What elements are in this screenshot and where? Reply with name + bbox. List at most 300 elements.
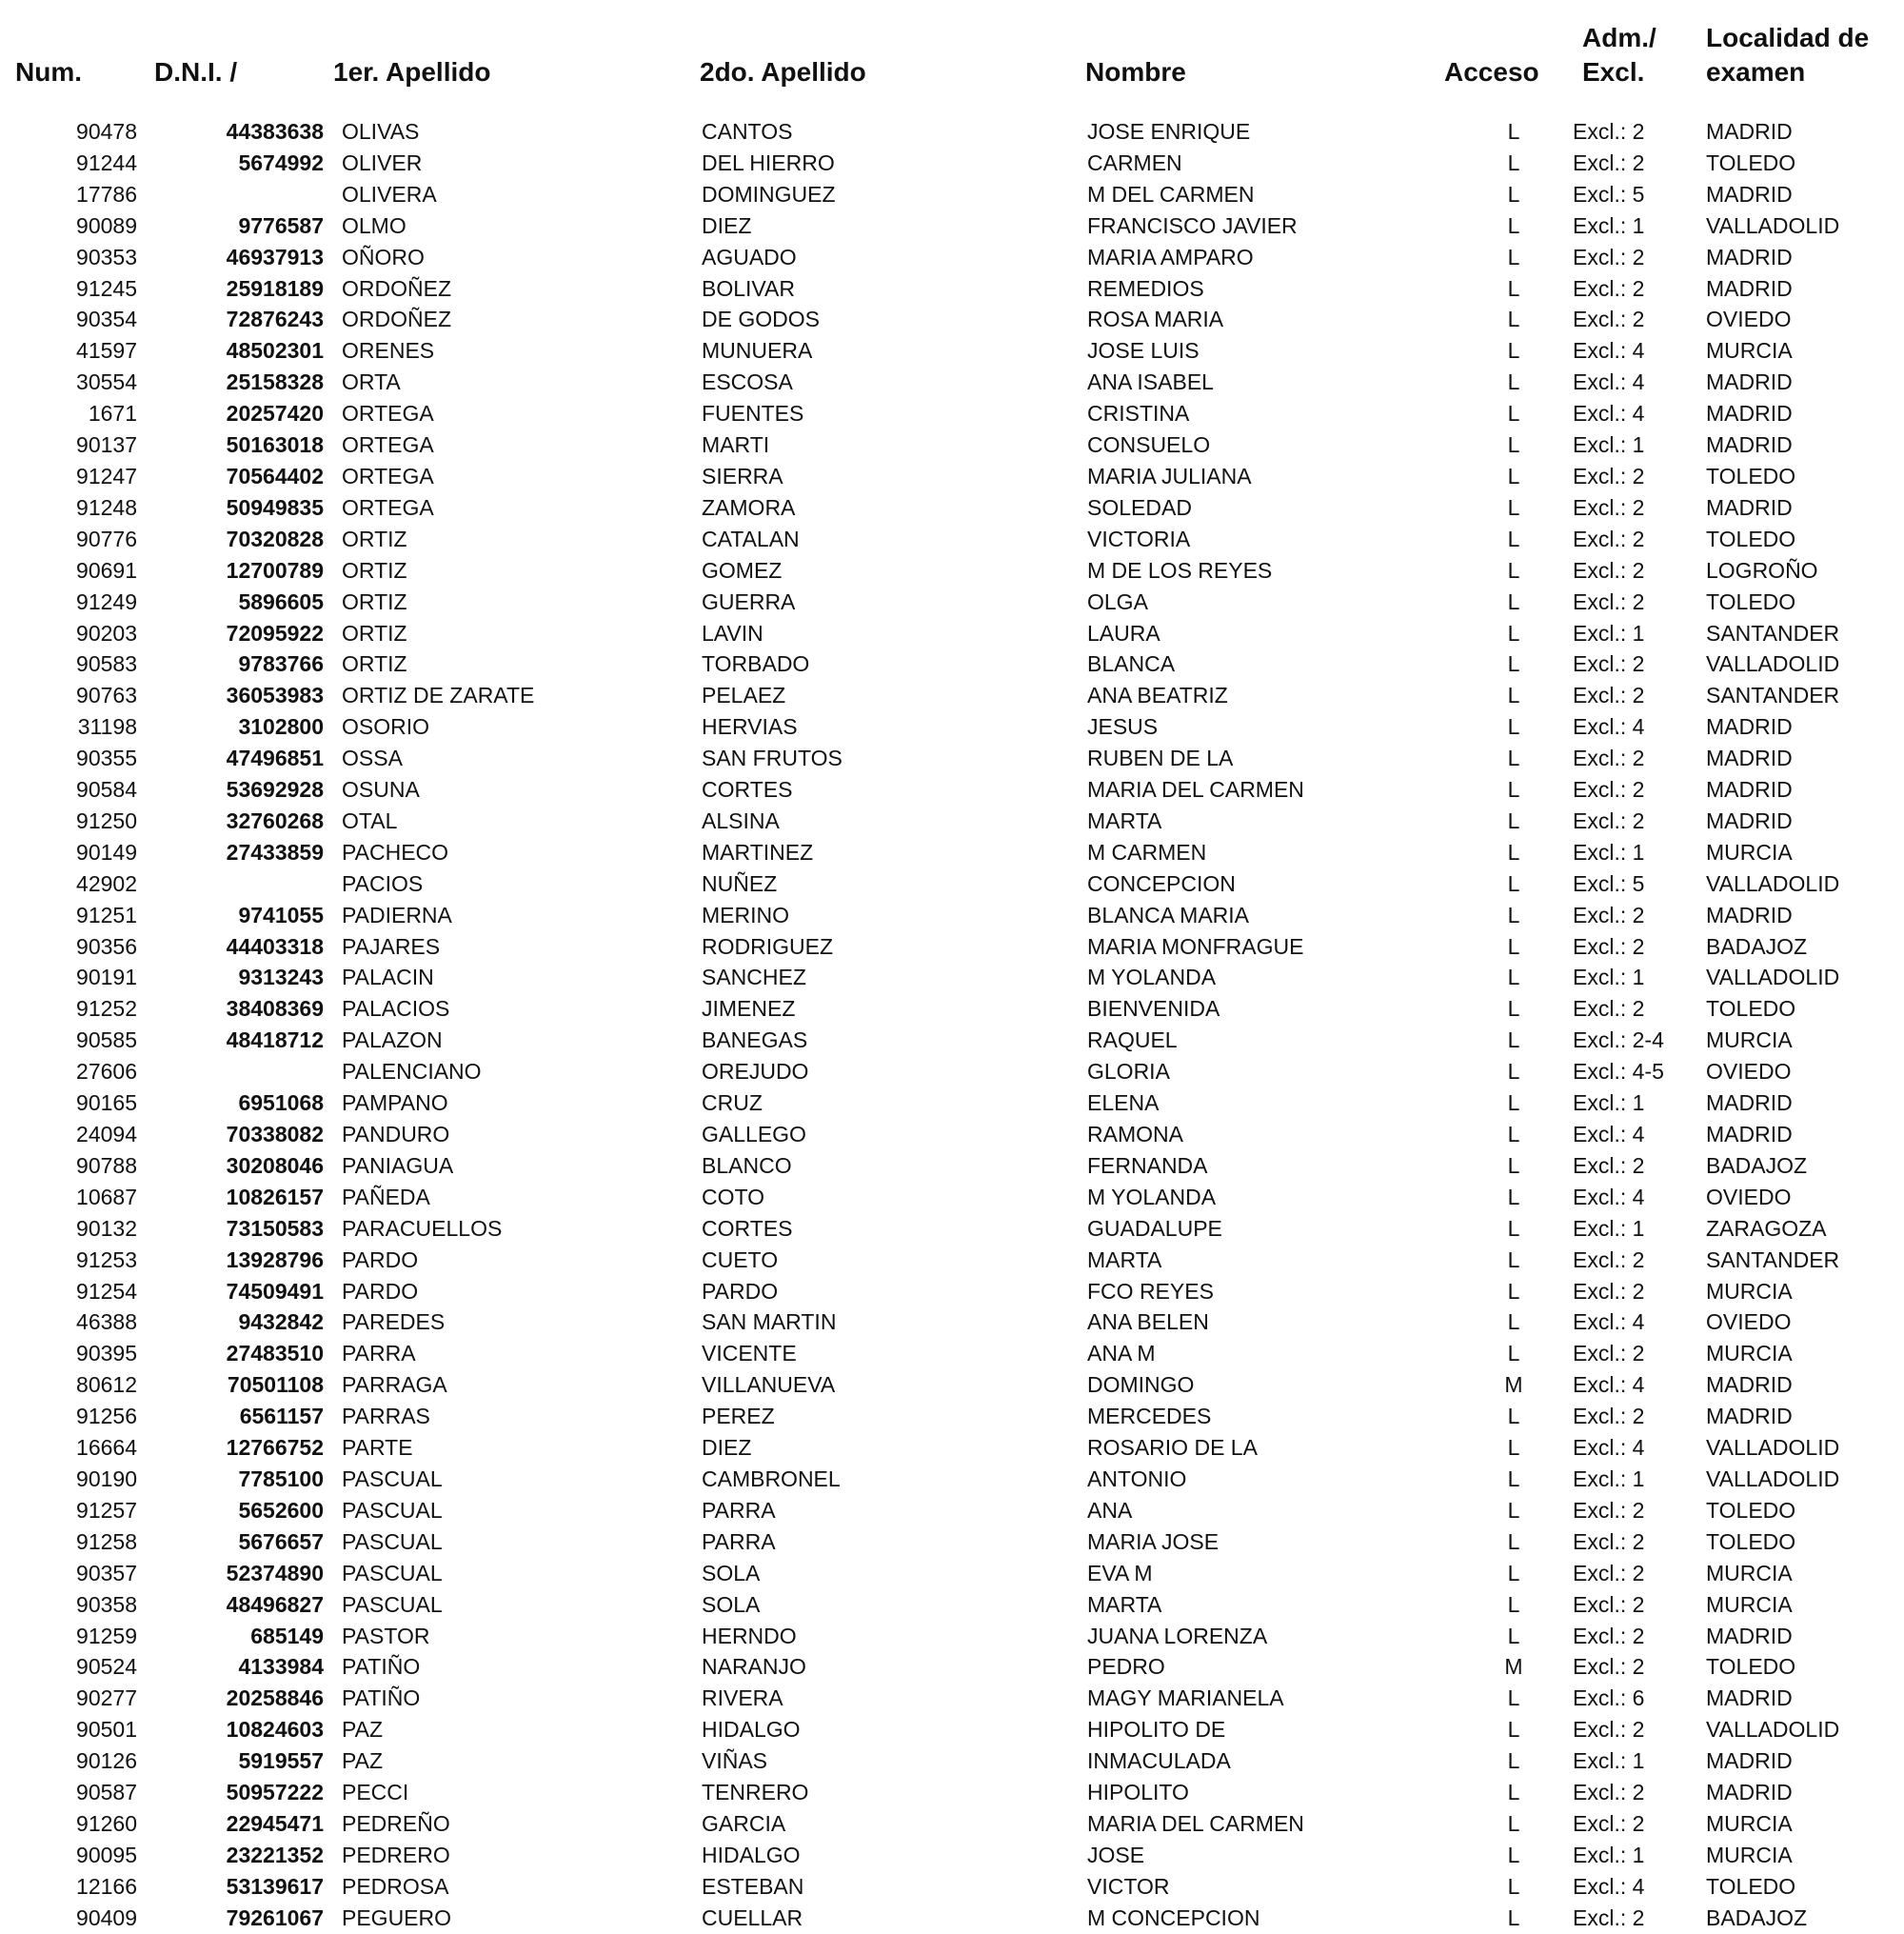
cell-num: 91257 xyxy=(76,1497,137,1523)
header-localidad-line2: examen xyxy=(1706,57,1806,87)
cell-dni: 5674992 xyxy=(238,150,324,175)
cell-apellido1: PASCUAL xyxy=(342,1465,443,1491)
cell-apellido2: BANEGAS xyxy=(702,1027,808,1053)
cell-acceso: L xyxy=(1507,1873,1520,1899)
cell-dni: 9432842 xyxy=(238,1309,324,1335)
cell-acceso: L xyxy=(1507,369,1520,395)
cell-dni: 36053983 xyxy=(226,683,324,708)
cell-localidad: TOLEDO xyxy=(1706,1873,1796,1899)
cell-localidad: OVIEDO xyxy=(1706,1184,1792,1209)
cell-adm-excl: Excl.: 2 xyxy=(1573,1246,1645,1272)
cell-apellido1: PAZ xyxy=(342,1717,384,1743)
cell-apellido2: CATALAN xyxy=(702,526,800,551)
cell-apellido1: PARRA xyxy=(342,1341,416,1366)
cell-apellido1: OÑORO xyxy=(342,244,425,269)
cell-num: 90191 xyxy=(76,965,137,990)
cell-localidad: MADRID xyxy=(1706,181,1793,207)
cell-dni: 44383638 xyxy=(226,119,324,144)
cell-num: 91259 xyxy=(76,1623,137,1648)
table-row xyxy=(0,304,1904,335)
cell-apellido1: ORENES xyxy=(342,338,435,364)
cell-dni: 72095922 xyxy=(226,620,324,646)
cell-num: 90095 xyxy=(76,1842,137,1867)
cell-acceso: L xyxy=(1507,1027,1520,1053)
cell-apellido1: OSSA xyxy=(342,746,403,771)
cell-acceso: L xyxy=(1507,494,1520,520)
cell-dni: 25918189 xyxy=(226,275,324,301)
cell-apellido2: MUNUERA xyxy=(702,338,813,364)
cell-nombre: VICTOR xyxy=(1087,1873,1170,1899)
cell-apellido2: PARDO xyxy=(702,1278,779,1304)
cell-num: 90691 xyxy=(76,557,137,583)
cell-localidad: VALLADOLID xyxy=(1706,1717,1840,1743)
cell-acceso: L xyxy=(1507,902,1520,927)
cell-apellido1: PASTOR xyxy=(342,1623,430,1648)
cell-nombre: ELENA xyxy=(1087,1090,1160,1116)
table-row xyxy=(0,1683,1904,1714)
cell-localidad: MADRID xyxy=(1706,807,1793,833)
table-row xyxy=(0,1651,1904,1683)
cell-apellido2: TENRERO xyxy=(702,1780,809,1805)
cell-dni: 5652600 xyxy=(238,1497,324,1523)
cell-adm-excl: Excl.: 1 xyxy=(1573,839,1645,865)
cell-apellido2: DIEZ xyxy=(702,212,752,238)
cell-nombre: VICTORIA xyxy=(1087,526,1191,551)
table-row xyxy=(0,931,1904,963)
cell-num: 90776 xyxy=(76,526,137,551)
cell-nombre: MARIA AMPARO xyxy=(1087,244,1254,269)
cell-apellido2: VIÑAS xyxy=(702,1748,768,1774)
cell-num: 90132 xyxy=(76,1215,137,1241)
cell-dni: 53139617 xyxy=(226,1873,324,1899)
cell-acceso: L xyxy=(1507,1717,1520,1743)
cell-adm-excl: Excl.: 2-4 xyxy=(1573,1027,1664,1053)
cell-acceso: L xyxy=(1507,463,1520,488)
cell-adm-excl: Excl.: 4 xyxy=(1573,1435,1645,1461)
cell-dni: 72876243 xyxy=(226,307,324,332)
cell-localidad: MURCIA xyxy=(1706,839,1793,865)
cell-dni: 27433859 xyxy=(226,839,324,865)
cell-num: 91258 xyxy=(76,1528,137,1554)
cell-acceso: L xyxy=(1507,1090,1520,1116)
cell-dni: 12700789 xyxy=(226,557,324,583)
cell-nombre: MARIA JOSE xyxy=(1087,1528,1220,1554)
cell-nombre: MARIA DEL CARMEN xyxy=(1087,777,1304,803)
cell-localidad: TOLEDO xyxy=(1706,1654,1796,1680)
cell-apellido1: PAMPANO xyxy=(342,1090,448,1116)
cell-localidad: MURCIA xyxy=(1706,1278,1793,1304)
cell-acceso: L xyxy=(1507,996,1520,1022)
cell-apellido1: PALACIN xyxy=(342,965,434,990)
cell-dni: 79261067 xyxy=(226,1904,324,1930)
cell-localidad: MADRID xyxy=(1706,275,1793,301)
cell-acceso: L xyxy=(1507,1465,1520,1491)
cell-dni: 38408369 xyxy=(226,996,324,1022)
cell-nombre: ANA BELEN xyxy=(1087,1309,1209,1335)
cell-nombre: JOSE ENRIQUE xyxy=(1087,119,1251,144)
cell-dni: 70320828 xyxy=(226,526,324,551)
cell-num: 90584 xyxy=(76,777,137,803)
cell-adm-excl: Excl.: 2 xyxy=(1573,1780,1645,1805)
cell-adm-excl: Excl.: 2 xyxy=(1573,996,1645,1022)
cell-localidad: OVIEDO xyxy=(1706,1309,1792,1335)
cell-localidad: OVIEDO xyxy=(1706,307,1792,332)
cell-acceso: L xyxy=(1507,1842,1520,1867)
cell-acceso: L xyxy=(1507,1122,1520,1146)
cell-nombre: GUADALUPE xyxy=(1087,1215,1222,1241)
table-row xyxy=(0,680,1904,711)
cell-localidad: SANTANDER xyxy=(1706,683,1840,708)
cell-localidad: MADRID xyxy=(1706,1780,1793,1805)
cell-adm-excl: Excl.: 1 xyxy=(1573,965,1645,990)
cell-dni: 70564402 xyxy=(226,463,324,488)
table-row xyxy=(0,1714,1904,1745)
cell-localidad: VALLADOLID xyxy=(1706,965,1840,990)
header-localidad xyxy=(1706,21,1869,90)
cell-adm-excl: Excl.: 2 xyxy=(1573,1152,1645,1178)
cell-adm-excl: Excl.: 4 xyxy=(1573,369,1645,395)
cell-num: 41597 xyxy=(76,338,137,364)
cell-nombre: CONSUELO xyxy=(1087,432,1211,458)
cell-adm-excl: Excl.: 4 xyxy=(1573,338,1645,364)
cell-adm-excl: Excl.: 2 xyxy=(1573,1717,1645,1743)
cell-apellido2: SOLA xyxy=(702,1560,761,1585)
table-row xyxy=(0,1213,1904,1245)
cell-apellido2: HIDALGO xyxy=(702,1842,801,1867)
cell-num: 91247 xyxy=(76,463,137,488)
cell-nombre: PEDRO xyxy=(1087,1654,1165,1680)
cell-num: 90788 xyxy=(76,1152,137,1178)
cell-acceso: L xyxy=(1507,1184,1520,1209)
cell-nombre: M CARMEN xyxy=(1087,839,1207,865)
cell-nombre: ANA ISABEL xyxy=(1087,369,1214,395)
cell-apellido1: ORTIZ xyxy=(342,557,407,583)
header-num: Num. xyxy=(15,57,82,87)
table-row xyxy=(0,524,1904,555)
cell-acceso: L xyxy=(1507,1591,1520,1617)
table-row xyxy=(0,273,1904,305)
cell-nombre: M YOLANDA xyxy=(1087,965,1217,990)
cell-acceso: L xyxy=(1507,1810,1520,1836)
cell-apellido1: OTAL xyxy=(342,807,398,833)
cell-localidad: MADRID xyxy=(1706,1404,1793,1429)
cell-num: 91244 xyxy=(76,150,137,175)
cell-acceso: L xyxy=(1507,401,1520,427)
cell-num: 91251 xyxy=(76,902,137,927)
cell-dni: 47496851 xyxy=(226,746,324,771)
cell-apellido1: ORTA xyxy=(342,369,401,395)
cell-acceso: L xyxy=(1507,588,1520,614)
cell-adm-excl: Excl.: 1 xyxy=(1573,432,1645,458)
cell-dni: 48418712 xyxy=(226,1027,324,1053)
cell-apellido2: DIEZ xyxy=(702,1435,752,1461)
cell-localidad: MADRID xyxy=(1706,494,1793,520)
cell-dni: 70338082 xyxy=(226,1122,324,1146)
cell-apellido2: RODRIGUEZ xyxy=(702,933,833,959)
cell-adm-excl: Excl.: 2 xyxy=(1573,933,1645,959)
header-acceso: Acceso xyxy=(1444,57,1539,87)
cell-apellido1: PARDO xyxy=(342,1246,419,1272)
cell-dni: 5896605 xyxy=(238,588,324,614)
cell-apellido2: OREJUDO xyxy=(702,1059,809,1085)
cell-apellido2: SIERRA xyxy=(702,463,783,488)
cell-nombre: MARTA xyxy=(1087,1591,1162,1617)
cell-apellido2: TORBADO xyxy=(702,651,810,677)
cell-acceso: L xyxy=(1507,714,1520,740)
cell-nombre: SOLEDAD xyxy=(1087,494,1192,520)
table-row xyxy=(0,774,1904,806)
cell-acceso: M xyxy=(1504,1372,1523,1398)
table-row xyxy=(0,1840,1904,1871)
cell-dni: 48496827 xyxy=(226,1591,324,1617)
cell-adm-excl: Excl.: 1 xyxy=(1573,620,1645,646)
header-localidad-line1: Localidad de xyxy=(1706,23,1870,52)
cell-num: 91256 xyxy=(76,1404,137,1429)
cell-nombre: DOMINGO xyxy=(1087,1372,1195,1398)
cell-acceso: M xyxy=(1504,1654,1523,1680)
header-adm-excl xyxy=(1582,21,1656,90)
cell-apellido1: PATIÑO xyxy=(342,1654,421,1680)
cell-num: 91254 xyxy=(76,1278,137,1304)
cell-acceso: L xyxy=(1507,1685,1520,1711)
cell-apellido1: PANIAGUA xyxy=(342,1152,454,1178)
cell-nombre: REMEDIOS xyxy=(1087,275,1204,301)
cell-nombre: MERCEDES xyxy=(1087,1404,1212,1429)
cell-nombre: JOSE xyxy=(1087,1842,1145,1867)
cell-acceso: L xyxy=(1507,1404,1520,1429)
cell-localidad: VALLADOLID xyxy=(1706,870,1840,896)
cell-apellido1: PADIERNA xyxy=(342,902,452,927)
cell-num: 90137 xyxy=(76,432,137,458)
cell-localidad: TOLEDO xyxy=(1706,526,1796,551)
cell-apellido1: ORTIZ xyxy=(342,620,407,646)
cell-acceso: L xyxy=(1507,870,1520,896)
cell-apellido1: PALACIOS xyxy=(342,996,450,1022)
cell-nombre: M YOLANDA xyxy=(1087,1184,1217,1209)
cell-num: 17786 xyxy=(76,181,137,207)
cell-acceso: L xyxy=(1507,1152,1520,1178)
cell-nombre: RUBEN DE LA xyxy=(1087,746,1234,771)
cell-localidad: TOLEDO xyxy=(1706,1528,1796,1554)
cell-apellido1: ORTEGA xyxy=(342,401,434,427)
cell-nombre: HIPOLITO DE xyxy=(1087,1717,1226,1743)
cell-dni: 50163018 xyxy=(226,432,324,458)
cell-adm-excl: Excl.: 2 xyxy=(1573,275,1645,301)
cell-num: 90763 xyxy=(76,683,137,708)
cell-apellido1: OSUNA xyxy=(342,777,420,803)
cell-adm-excl: Excl.: 5 xyxy=(1573,870,1645,896)
table-row xyxy=(0,1808,1904,1840)
cell-apellido2: GARCIA xyxy=(702,1810,786,1836)
cell-dni: 27483510 xyxy=(226,1341,324,1366)
table-row xyxy=(0,116,1904,148)
cell-nombre: ANA xyxy=(1087,1497,1133,1523)
cell-acceso: L xyxy=(1507,965,1520,990)
cell-adm-excl: Excl.: 2 xyxy=(1573,244,1645,269)
cell-apellido2: ZAMORA xyxy=(702,494,796,520)
table-row xyxy=(0,1903,1904,1934)
cell-acceso: L xyxy=(1507,807,1520,833)
cell-adm-excl: Excl.: 2 xyxy=(1573,1560,1645,1585)
cell-apellido2: CORTES xyxy=(702,777,793,803)
cell-dni: 685149 xyxy=(250,1623,324,1648)
cell-nombre: FRANCISCO JAVIER xyxy=(1087,212,1298,238)
cell-apellido2: NARANJO xyxy=(702,1654,806,1680)
cell-nombre: MARIA JULIANA xyxy=(1087,463,1252,488)
cell-adm-excl: Excl.: 4 xyxy=(1573,1184,1645,1209)
cell-dni: 50957222 xyxy=(226,1780,324,1805)
cell-acceso: L xyxy=(1507,244,1520,269)
cell-localidad: TOLEDO xyxy=(1706,463,1796,488)
cell-num: 46388 xyxy=(76,1309,137,1335)
cell-acceso: L xyxy=(1507,1780,1520,1805)
cell-nombre: MARIA MONFRAGUE xyxy=(1087,933,1304,959)
table-row xyxy=(0,367,1904,398)
cell-num: 90190 xyxy=(76,1465,137,1491)
cell-dni: 9783766 xyxy=(238,651,324,677)
cell-nombre: MARIA DEL CARMEN xyxy=(1087,1810,1304,1836)
cell-apellido2: MERINO xyxy=(702,902,789,927)
cell-num: 90409 xyxy=(76,1904,137,1930)
cell-dni: 22945471 xyxy=(226,1810,324,1836)
cell-apellido1: PASCUAL xyxy=(342,1528,443,1554)
cell-localidad: MURCIA xyxy=(1706,1027,1793,1053)
cell-adm-excl: Excl.: 4-5 xyxy=(1573,1059,1664,1085)
cell-adm-excl: Excl.: 2 xyxy=(1573,807,1645,833)
cell-apellido1: PARDO xyxy=(342,1278,419,1304)
table-row xyxy=(0,648,1904,680)
cell-dni: 6951068 xyxy=(238,1090,324,1116)
cell-apellido1: PACIOS xyxy=(342,870,424,896)
cell-adm-excl: Excl.: 2 xyxy=(1573,777,1645,803)
cell-apellido1: PARTE xyxy=(342,1435,413,1461)
cell-num: 10687 xyxy=(76,1184,137,1209)
header-adm-excl-line2: Excl. xyxy=(1582,57,1645,87)
cell-dni: 4133984 xyxy=(238,1654,324,1680)
cell-nombre: HIPOLITO xyxy=(1087,1780,1189,1805)
table-row xyxy=(0,1150,1904,1182)
cell-apellido1: ORTIZ xyxy=(342,588,407,614)
table-row xyxy=(0,1245,1904,1276)
table-row xyxy=(0,1745,1904,1777)
cell-apellido1: ORTEGA xyxy=(342,494,434,520)
cell-apellido2: MARTINEZ xyxy=(702,839,814,865)
table-row xyxy=(0,1338,1904,1369)
cell-dni: 70501108 xyxy=(227,1372,324,1398)
table-row xyxy=(0,148,1904,179)
cell-nombre: ROSARIO DE LA xyxy=(1087,1435,1258,1461)
cell-apellido2: BLANCO xyxy=(702,1152,792,1178)
cell-num: 30554 xyxy=(76,369,137,395)
cell-adm-excl: Excl.: 2 xyxy=(1573,651,1645,677)
table-row xyxy=(0,618,1904,649)
cell-adm-excl: Excl.: 2 xyxy=(1573,463,1645,488)
cell-acceso: L xyxy=(1507,651,1520,677)
table-row xyxy=(0,1369,1904,1401)
cell-nombre: M DE LOS REYES xyxy=(1087,557,1273,583)
cell-localidad: SANTANDER xyxy=(1706,1246,1840,1272)
cell-adm-excl: Excl.: 2 xyxy=(1573,1497,1645,1523)
cell-adm-excl: Excl.: 2 xyxy=(1573,1278,1645,1304)
cell-adm-excl: Excl.: 2 xyxy=(1573,150,1645,175)
cell-localidad: MADRID xyxy=(1706,1372,1793,1398)
cell-localidad: VALLADOLID xyxy=(1706,1435,1840,1461)
cell-localidad: MADRID xyxy=(1706,714,1793,740)
cell-nombre: RAQUEL xyxy=(1087,1027,1178,1053)
cell-localidad: TOLEDO xyxy=(1706,1497,1796,1523)
cell-num: 80612 xyxy=(76,1372,137,1398)
cell-adm-excl: Excl.: 4 xyxy=(1573,401,1645,427)
cell-apellido2: HERNDO xyxy=(702,1623,797,1648)
table-row xyxy=(0,806,1904,837)
cell-apellido2: COTO xyxy=(702,1184,765,1209)
cell-dni: 5919557 xyxy=(238,1748,324,1774)
cell-num: 24094 xyxy=(76,1122,137,1146)
cell-adm-excl: Excl.: 4 xyxy=(1573,1873,1645,1899)
cell-num: 90587 xyxy=(76,1780,137,1805)
cell-acceso: L xyxy=(1507,275,1520,301)
cell-acceso: L xyxy=(1507,839,1520,865)
cell-nombre: ANA BEATRIZ xyxy=(1087,683,1228,708)
cell-num: 90353 xyxy=(76,244,137,269)
table-row xyxy=(0,587,1904,618)
cell-acceso: L xyxy=(1507,526,1520,551)
cell-apellido2: LAVIN xyxy=(702,620,764,646)
cell-dni: 30208046 xyxy=(226,1152,324,1178)
cell-num: 91252 xyxy=(76,996,137,1022)
cell-nombre: FCO REYES xyxy=(1087,1278,1214,1304)
cell-apellido1: PASCUAL xyxy=(342,1560,443,1585)
cell-nombre: BIENVENIDA xyxy=(1087,996,1220,1022)
cell-apellido1: PARRAS xyxy=(342,1404,430,1429)
cell-num: 90277 xyxy=(76,1685,137,1711)
cell-dni: 7785100 xyxy=(238,1465,324,1491)
cell-num: 90478 xyxy=(76,119,137,144)
cell-num: 91260 xyxy=(76,1810,137,1836)
cell-adm-excl: Excl.: 2 xyxy=(1573,1341,1645,1366)
cell-apellido2: DEL HIERRO xyxy=(702,150,835,175)
cell-apellido1: OLIVERA xyxy=(342,181,437,207)
cell-apellido2: NUÑEZ xyxy=(702,870,778,896)
cell-nombre: FERNANDA xyxy=(1087,1152,1208,1178)
cell-apellido2: ESTEBAN xyxy=(702,1873,804,1899)
cell-adm-excl: Excl.: 2 xyxy=(1573,1591,1645,1617)
table-row xyxy=(0,1558,1904,1589)
cell-acceso: L xyxy=(1507,1528,1520,1554)
table-row xyxy=(0,1401,1904,1432)
table-row xyxy=(0,1087,1904,1119)
cell-apellido1: PACHECO xyxy=(342,839,449,865)
cell-adm-excl: Excl.: 4 xyxy=(1573,1309,1645,1335)
cell-nombre: CONCEPCION xyxy=(1087,870,1236,896)
cell-nombre: JESUS xyxy=(1087,714,1159,740)
cell-num: 91249 xyxy=(76,588,137,614)
cell-apellido1: OLIVER xyxy=(342,150,423,175)
cell-apellido1: PAZ xyxy=(342,1748,384,1774)
cell-apellido2: SOLA xyxy=(702,1591,761,1617)
cell-acceso: L xyxy=(1507,557,1520,583)
cell-apellido1: PEDREÑO xyxy=(342,1810,450,1836)
cell-apellido1: PECCI xyxy=(342,1780,409,1805)
table-row xyxy=(0,1119,1904,1150)
cell-localidad: MURCIA xyxy=(1706,1842,1793,1867)
cell-localidad: MADRID xyxy=(1706,1685,1793,1711)
cell-nombre: CRISTINA xyxy=(1087,401,1190,427)
cell-localidad: MADRID xyxy=(1706,244,1793,269)
cell-acceso: L xyxy=(1507,1246,1520,1272)
cell-apellido1: PASCUAL xyxy=(342,1591,443,1617)
cell-num: 90501 xyxy=(76,1717,137,1743)
